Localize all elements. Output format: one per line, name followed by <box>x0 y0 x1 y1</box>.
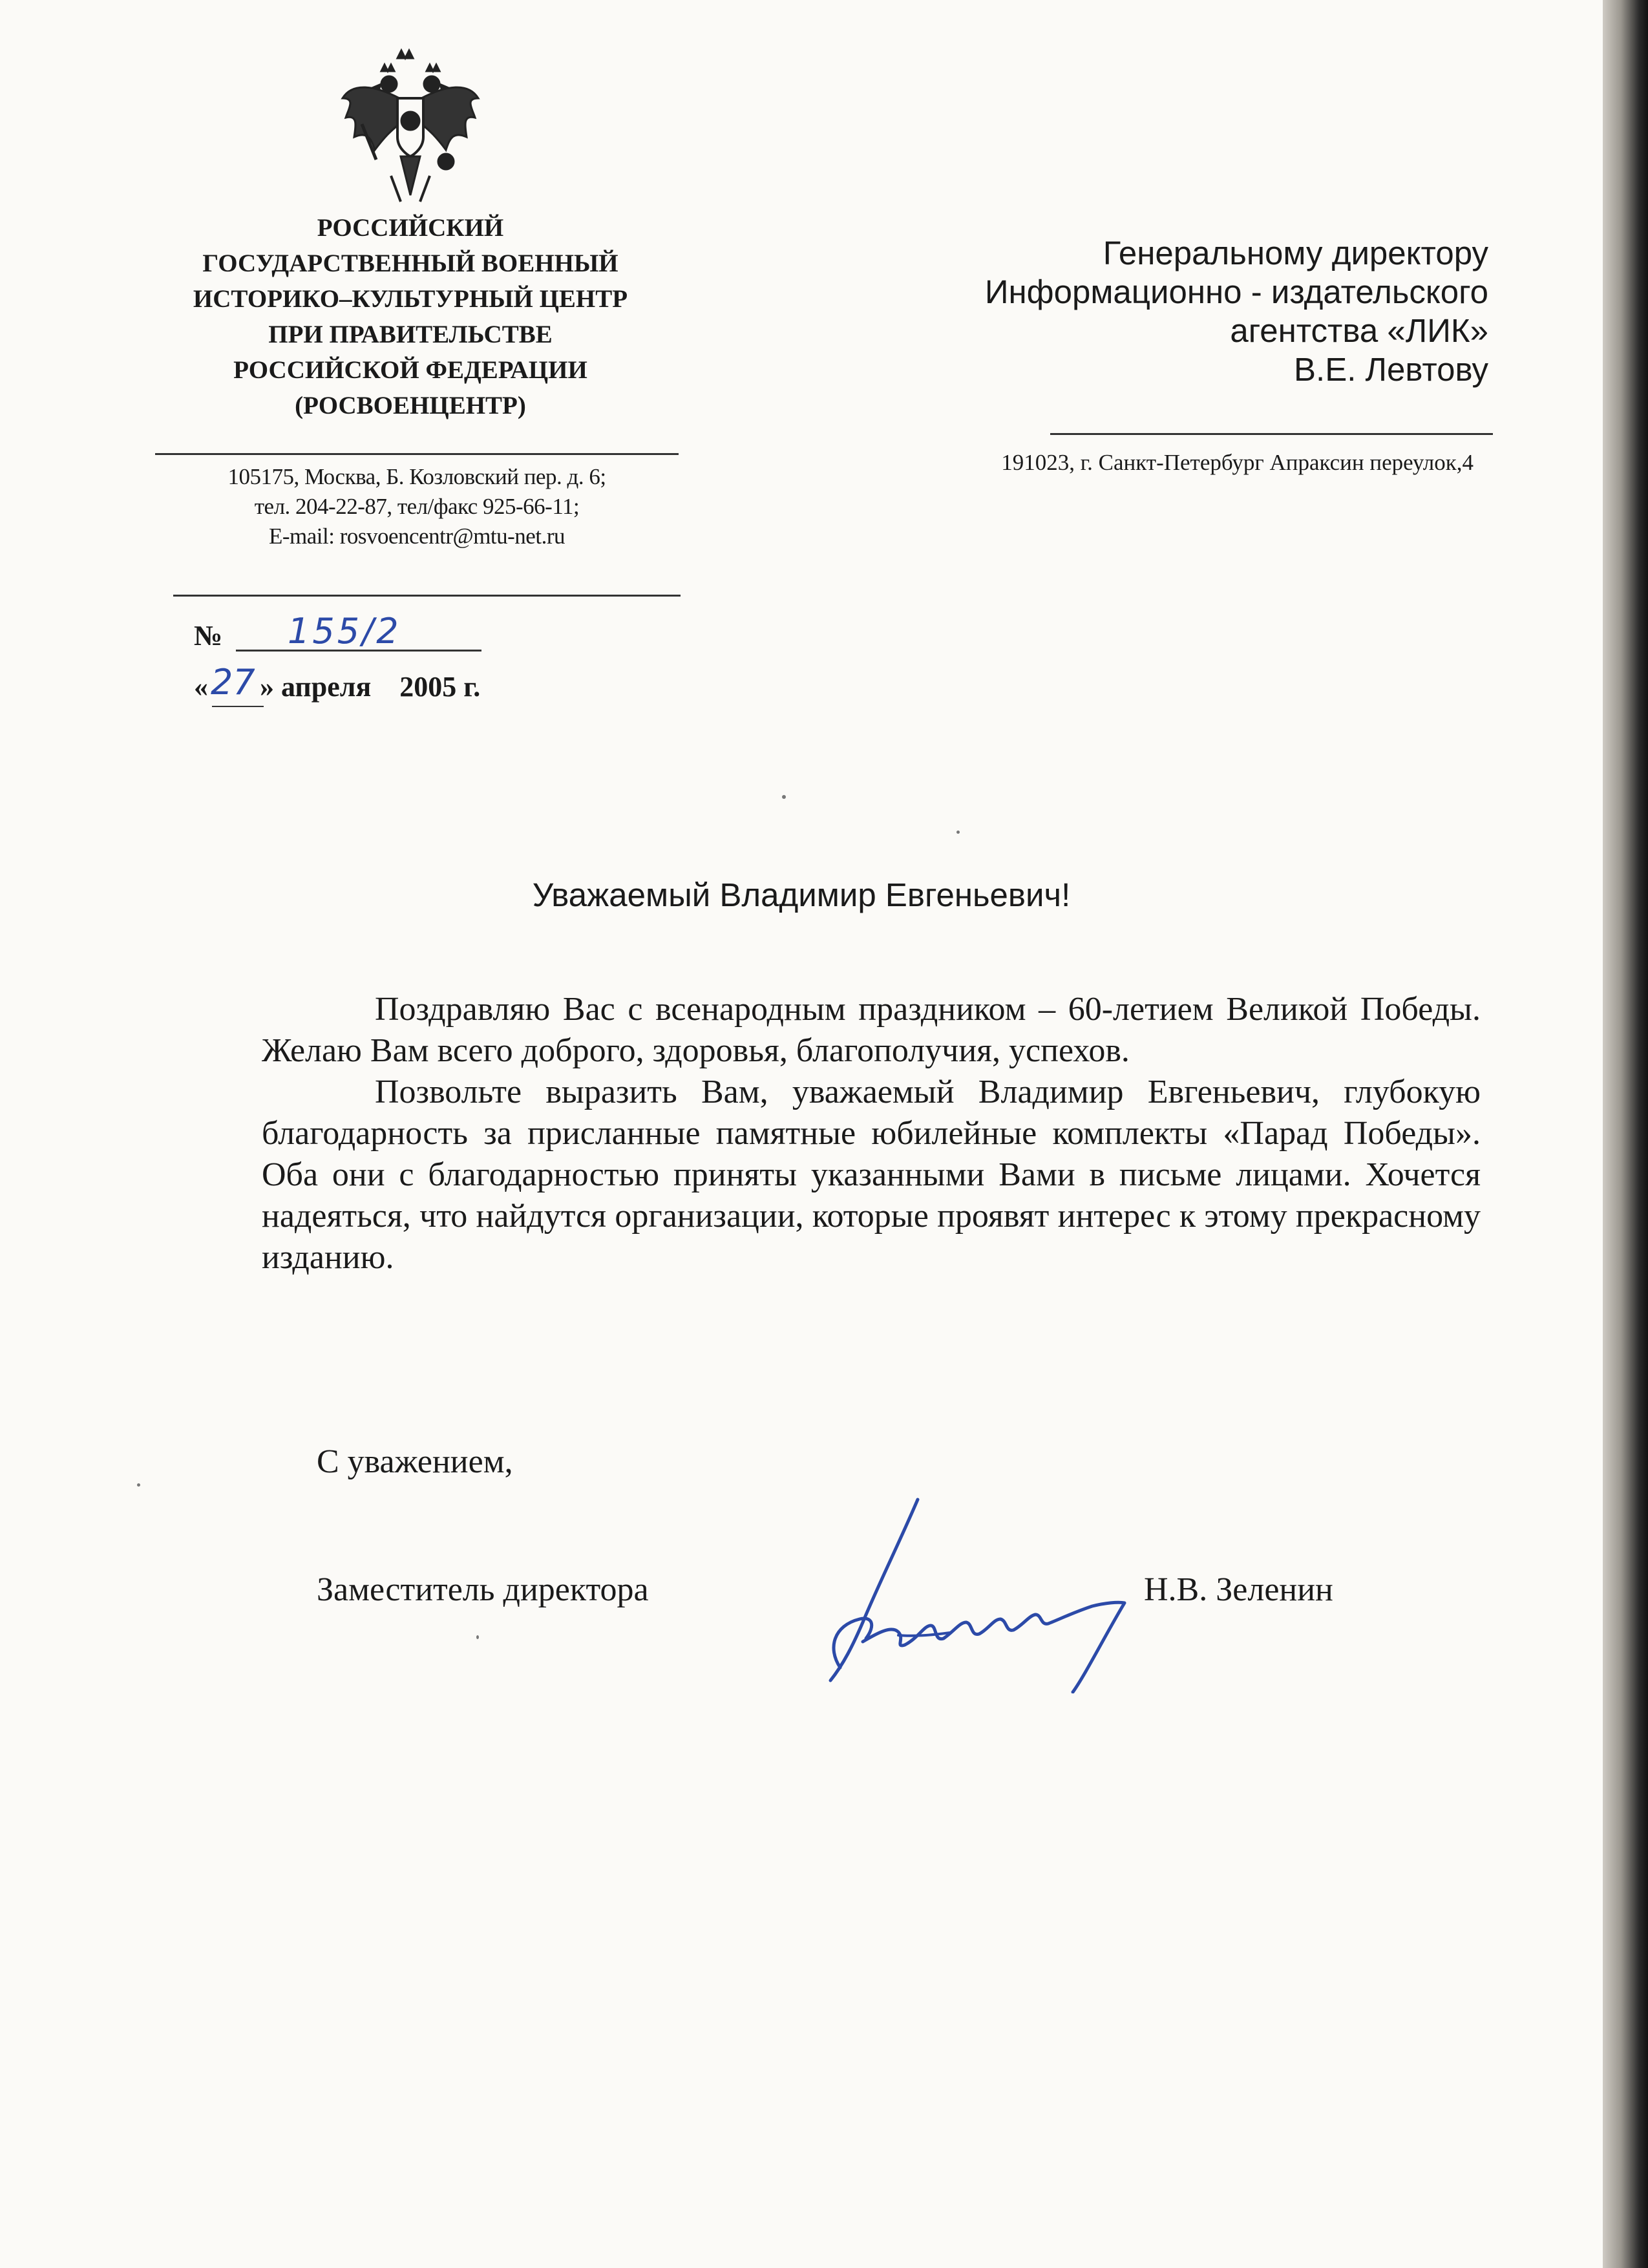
date-close-quote: » <box>260 671 274 703</box>
scan-speck <box>782 795 786 799</box>
recipient-block <box>840 234 1488 389</box>
salutation: Уважаемый Владимир Евгеньевич! <box>532 876 1071 913</box>
org-line: ПРИ ПРАВИТЕЛЬСТВЕ <box>268 321 553 348</box>
recipient-line: агентства «ЛИК» <box>1230 312 1488 349</box>
registration-number-underline <box>236 650 481 652</box>
scan-speck <box>956 831 960 834</box>
contact-line: тел. 204-22-87, тел/факс 925-66-11; <box>254 494 580 519</box>
org-line: РОССИЙСКОЙ ФЕДЕРАЦИИ <box>233 356 587 384</box>
scan-speck <box>476 1635 479 1639</box>
letterhead-bottom-divider <box>173 595 681 597</box>
date-month-year: апреля 2005 г. <box>281 671 481 703</box>
recipient-divider <box>1050 433 1493 435</box>
sender-organization <box>149 210 672 423</box>
closing: С уважением, <box>317 1443 513 1480</box>
registration-number-value: 155/2 <box>288 611 401 652</box>
org-line: ГОСУДАРСТВЕННЫЙ ВОЕННЫЙ <box>202 249 618 277</box>
scan-speck <box>137 1483 140 1487</box>
handwritten-signature <box>801 1487 1137 1693</box>
recipient-address: 191023, г. Санкт-Петербург Апраксин переулок,4 <box>1001 450 1474 475</box>
body-paragraph: Поздравляю Вас с всенародным праздником – 60-летием Великой Победы. Желаю Вам всего доброго, здоровья, благополучия, успехов. <box>262 991 1481 1069</box>
recipient-line: Информационно - издательского <box>984 273 1488 310</box>
contact-line: E-mail: rosvoencentr@mtu-net.ru <box>269 524 565 549</box>
org-line: РОССИЙСКИЙ <box>317 214 504 242</box>
date-open-quote: « <box>194 671 208 703</box>
date-day-underline <box>212 706 264 707</box>
registration-number-label: № <box>194 620 223 652</box>
org-line: ИСТОРИКО–КУЛЬТУРНЫЙ ЦЕНТР <box>193 285 628 313</box>
letterhead-divider <box>155 453 679 455</box>
signer-title: Заместитель директора <box>317 1571 649 1608</box>
org-line: (РОСВОЕНЦЕНТР) <box>295 392 526 419</box>
letter-body <box>262 989 1481 1278</box>
sender-contacts <box>155 462 679 551</box>
recipient-line: В.Е. Левтову <box>1294 351 1488 388</box>
signer-name: Н.В. Зеленин <box>1144 1571 1333 1608</box>
registration-date-day: 27 <box>211 662 255 703</box>
double-headed-eagle-emblem-icon <box>336 47 485 211</box>
contact-line: 105175, Москва, Б. Козловский пер. д. 6; <box>227 464 606 489</box>
scan-edge-shadow <box>1603 0 1648 2268</box>
recipient-line: Генеральному директору <box>1103 235 1488 271</box>
body-paragraph: Позвольте выразить Вам, уважаемый Владимир Евгеньевич, глубокую благодарность за присланные памятные юбилейные комплекты «Парад Победы». Оба они с благодарностью приняты указанными Вами в письме лицами. Хочется надеяться, что найдутся организации, которые проявят интерес к этому прекрасному изданию. <box>262 1074 1481 1276</box>
